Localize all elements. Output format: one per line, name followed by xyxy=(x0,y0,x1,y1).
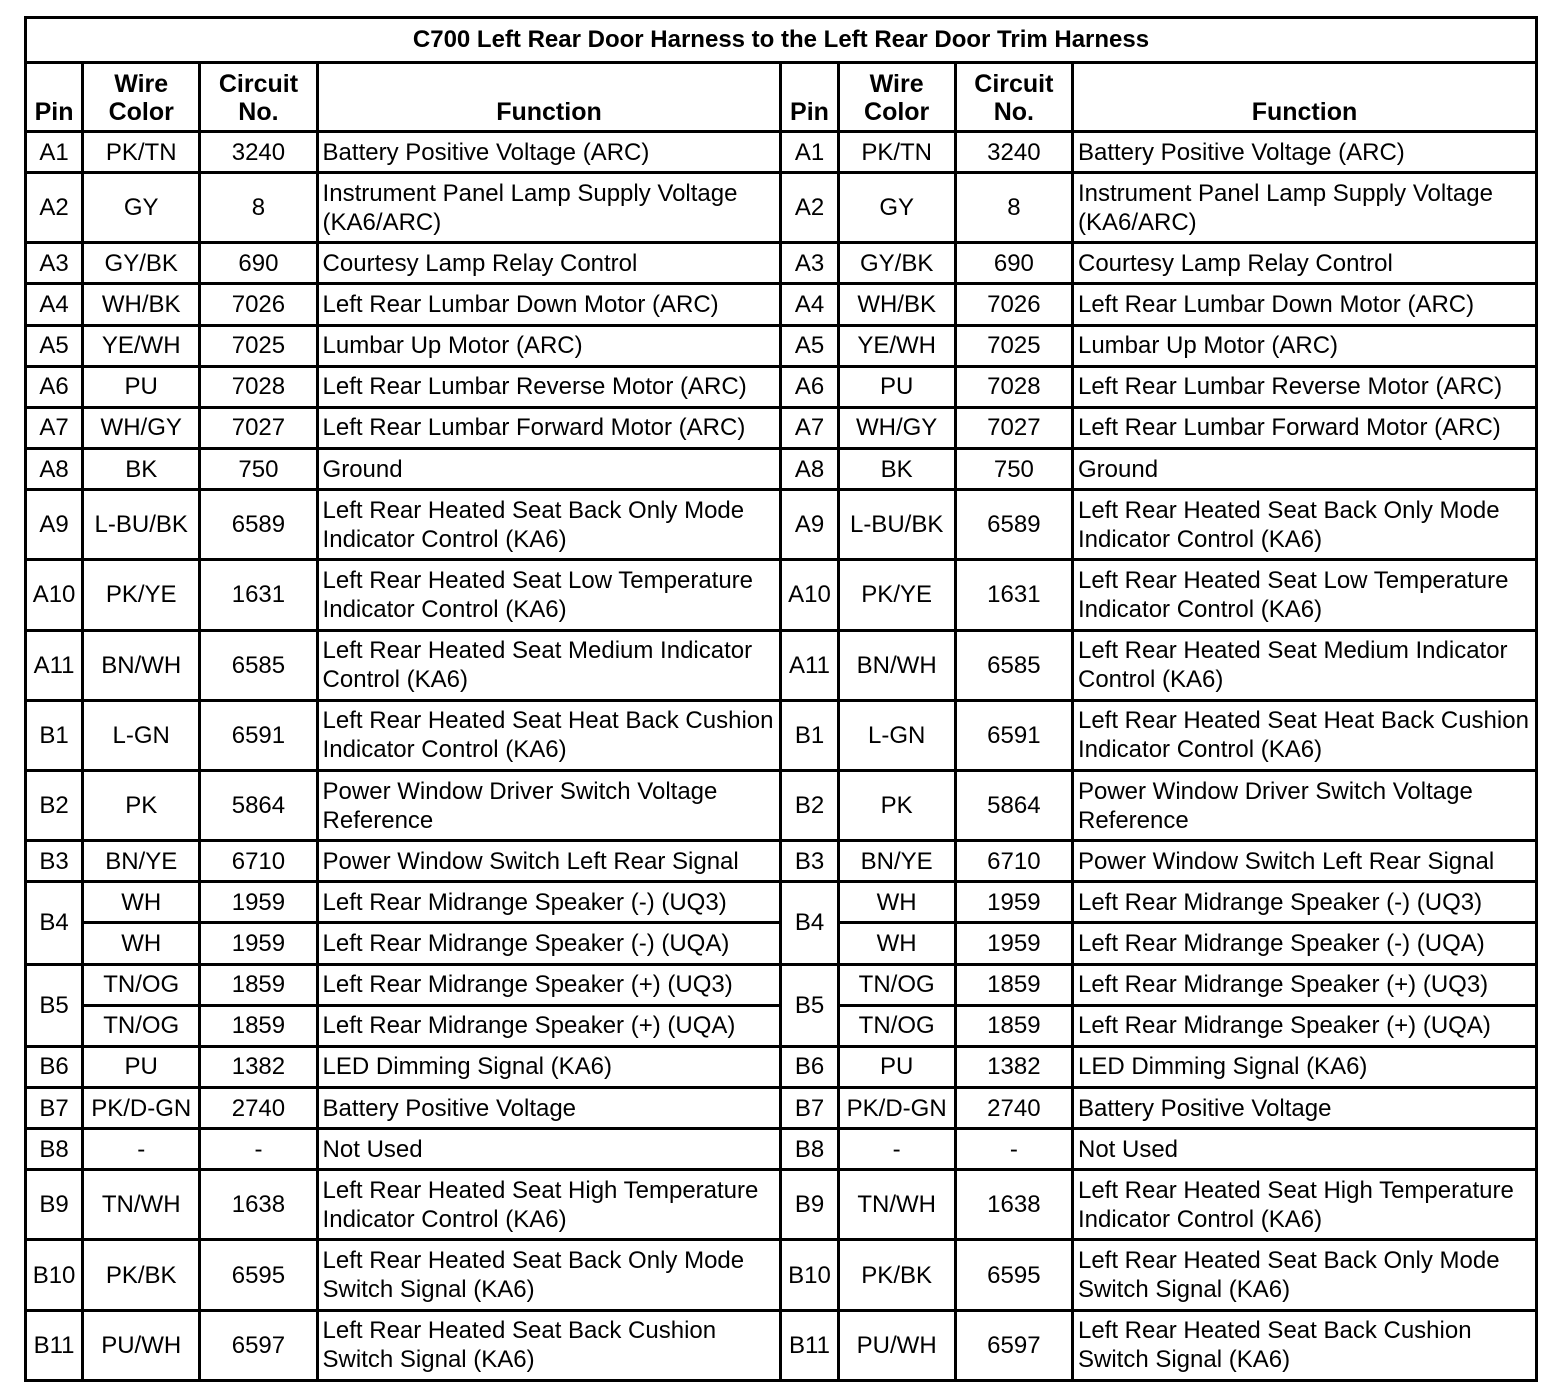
pin-cell: B8 xyxy=(781,1129,838,1170)
wire-color-cell: L-GN xyxy=(838,700,955,770)
pin-cell: B9 xyxy=(781,1170,838,1240)
table-row xyxy=(26,1170,1537,1240)
circuit-cell: 1859 xyxy=(200,1005,317,1046)
wire-color-cell: - xyxy=(83,1129,200,1170)
pin-cell: B5 xyxy=(26,964,83,1046)
wire-color-cell: BN/WH xyxy=(838,630,955,700)
function-cell: Battery Positive Voltage xyxy=(317,1087,781,1128)
wire-color-cell: PU xyxy=(83,1046,200,1087)
pin-cell: B4 xyxy=(781,882,838,964)
wire-color-cell: PU xyxy=(838,1046,955,1087)
header-pin: Pin xyxy=(781,63,838,132)
header-pin: Pin xyxy=(26,63,83,132)
circuit-cell: 750 xyxy=(955,448,1072,489)
function-cell: Not Used xyxy=(317,1129,781,1170)
circuit-cell: 1959 xyxy=(955,882,1072,923)
wire-color-cell: WH/BK xyxy=(838,284,955,325)
wire-color-cell: WH/GY xyxy=(83,407,200,448)
wire-color-cell: PK/TN xyxy=(838,132,955,173)
pin-cell: A7 xyxy=(781,407,838,448)
wire-color-cell: L-BU/BK xyxy=(83,490,200,560)
function-cell: Left Rear Heated Seat Back Cushion Switch Signal (KA6) xyxy=(317,1310,781,1380)
function-cell: Left Rear Midrange Speaker (-) (UQA) xyxy=(317,923,781,964)
circuit-cell: - xyxy=(200,1129,317,1170)
circuit-cell: 7028 xyxy=(200,366,317,407)
circuit-cell: 6597 xyxy=(200,1310,317,1380)
function-cell: Instrument Panel Lamp Supply Voltage (KA6/ARC) xyxy=(1072,173,1536,243)
wire-color-cell: BN/WH xyxy=(83,630,200,700)
circuit-cell: 6589 xyxy=(200,490,317,560)
pin-cell: B1 xyxy=(26,700,83,770)
function-cell: Left Rear Midrange Speaker (+) (UQA) xyxy=(1072,1005,1536,1046)
circuit-cell: 8 xyxy=(200,173,317,243)
table-row xyxy=(26,882,1537,923)
pin-cell: A1 xyxy=(781,132,838,173)
function-cell: Left Rear Heated Seat High Temperature Indicator Control (KA6) xyxy=(317,1170,781,1240)
pin-cell: A3 xyxy=(781,243,838,284)
table-row xyxy=(26,841,1537,882)
wire-color-cell: BN/YE xyxy=(838,841,955,882)
function-cell: Left Rear Heated Seat Heat Back Cushion Indicator Control (KA6) xyxy=(1072,700,1536,770)
wire-color-cell: PK/YE xyxy=(838,560,955,630)
wire-color-cell: - xyxy=(838,1129,955,1170)
table-row xyxy=(26,1240,1537,1310)
function-cell: Battery Positive Voltage (ARC) xyxy=(1072,132,1536,173)
function-cell: Left Rear Heated Seat Back Only Mode Indicator Control (KA6) xyxy=(317,490,781,560)
circuit-cell: 1382 xyxy=(200,1046,317,1087)
wire-color-cell: TN/OG xyxy=(83,1005,200,1046)
header-function: Function xyxy=(1072,63,1536,132)
pin-cell: B10 xyxy=(26,1240,83,1310)
circuit-cell: 1859 xyxy=(200,964,317,1005)
pin-cell: A8 xyxy=(26,448,83,489)
pin-cell: B2 xyxy=(26,770,83,840)
function-cell: Lumbar Up Motor (ARC) xyxy=(317,325,781,366)
circuit-cell: 7027 xyxy=(955,407,1072,448)
table-title: C700 Left Rear Door Harness to the Left Rear Door Trim Harness xyxy=(26,18,1537,63)
wire-color-cell: PK xyxy=(838,770,955,840)
circuit-cell: 1859 xyxy=(955,1005,1072,1046)
pin-cell: A9 xyxy=(781,490,838,560)
table-row xyxy=(26,1310,1537,1380)
circuit-cell: 6595 xyxy=(200,1240,317,1310)
table-row xyxy=(26,173,1537,243)
table-row xyxy=(26,132,1537,173)
function-cell: Left Rear Heated Seat Back Only Mode Indicator Control (KA6) xyxy=(1072,490,1536,560)
header-function: Function xyxy=(317,63,781,132)
wire-color-cell: PK/D-GN xyxy=(83,1087,200,1128)
function-cell: Instrument Panel Lamp Supply Voltage (KA6/ARC) xyxy=(317,173,781,243)
circuit-cell: 1638 xyxy=(955,1170,1072,1240)
pin-cell: B3 xyxy=(781,841,838,882)
circuit-cell: 6585 xyxy=(955,630,1072,700)
wire-color-cell: GY/BK xyxy=(838,243,955,284)
pin-cell: B9 xyxy=(26,1170,83,1240)
wire-color-cell: L-BU/BK xyxy=(838,490,955,560)
circuit-cell: 8 xyxy=(955,173,1072,243)
function-cell: Power Window Driver Switch Voltage Reference xyxy=(1072,770,1536,840)
wire-color-cell: BK xyxy=(83,448,200,489)
table-row xyxy=(26,630,1537,700)
table-row xyxy=(26,325,1537,366)
circuit-cell: - xyxy=(955,1129,1072,1170)
wire-color-cell: PK/BK xyxy=(83,1240,200,1310)
pin-cell: A9 xyxy=(26,490,83,560)
circuit-cell: 6710 xyxy=(200,841,317,882)
wire-color-cell: BN/YE xyxy=(83,841,200,882)
function-cell: LED Dimming Signal (KA6) xyxy=(317,1046,781,1087)
function-cell: Left Rear Lumbar Forward Motor (ARC) xyxy=(1072,407,1536,448)
header-wire-color: Wire Color xyxy=(83,63,200,132)
circuit-cell: 750 xyxy=(200,448,317,489)
wire-color-cell: TN/OG xyxy=(838,1005,955,1046)
wire-color-cell: WH/BK xyxy=(83,284,200,325)
table-row xyxy=(26,560,1537,630)
function-cell: Left Rear Heated Seat Medium Indicator Control (KA6) xyxy=(317,630,781,700)
wire-color-cell: PU xyxy=(838,366,955,407)
circuit-cell: 6589 xyxy=(955,490,1072,560)
circuit-cell: 6591 xyxy=(200,700,317,770)
function-cell: Left Rear Heated Seat Low Temperature Indicator Control (KA6) xyxy=(317,560,781,630)
function-cell: Left Rear Heated Seat Back Cushion Switch Signal (KA6) xyxy=(1072,1310,1536,1380)
table-row xyxy=(26,770,1537,840)
pin-cell: B8 xyxy=(26,1129,83,1170)
circuit-cell: 1638 xyxy=(200,1170,317,1240)
pin-cell: A4 xyxy=(781,284,838,325)
function-cell: Left Rear Lumbar Reverse Motor (ARC) xyxy=(1072,366,1536,407)
wire-color-cell: WH xyxy=(83,923,200,964)
wire-color-cell: PK/D-GN xyxy=(838,1087,955,1128)
table-row xyxy=(26,284,1537,325)
pin-cell: A8 xyxy=(781,448,838,489)
circuit-cell: 6585 xyxy=(200,630,317,700)
wire-color-cell: TN/WH xyxy=(838,1170,955,1240)
function-cell: Battery Positive Voltage (ARC) xyxy=(317,132,781,173)
function-cell: Left Rear Midrange Speaker (+) (UQ3) xyxy=(317,964,781,1005)
function-cell: Left Rear Midrange Speaker (-) (UQ3) xyxy=(1072,882,1536,923)
pin-cell: B11 xyxy=(26,1310,83,1380)
title-row xyxy=(26,18,1537,63)
circuit-cell: 690 xyxy=(955,243,1072,284)
circuit-cell: 6595 xyxy=(955,1240,1072,1310)
pin-cell: B7 xyxy=(26,1087,83,1128)
function-cell: Left Rear Midrange Speaker (-) (UQA) xyxy=(1072,923,1536,964)
function-cell: LED Dimming Signal (KA6) xyxy=(1072,1046,1536,1087)
circuit-cell: 7027 xyxy=(200,407,317,448)
wire-color-cell: TN/OG xyxy=(838,964,955,1005)
pin-cell: A2 xyxy=(26,173,83,243)
function-cell: Power Window Switch Left Rear Signal xyxy=(1072,841,1536,882)
circuit-cell: 7028 xyxy=(955,366,1072,407)
function-cell: Left Rear Lumbar Reverse Motor (ARC) xyxy=(317,366,781,407)
function-cell: Power Window Switch Left Rear Signal xyxy=(317,841,781,882)
wire-color-cell: PU xyxy=(83,366,200,407)
table-row xyxy=(26,366,1537,407)
circuit-cell: 7026 xyxy=(955,284,1072,325)
pin-cell: A10 xyxy=(781,560,838,630)
table-row xyxy=(26,1046,1537,1087)
pin-cell: A5 xyxy=(26,325,83,366)
circuit-cell: 5864 xyxy=(955,770,1072,840)
circuit-cell: 6591 xyxy=(955,700,1072,770)
circuit-cell: 5864 xyxy=(200,770,317,840)
table-row xyxy=(26,407,1537,448)
table-row xyxy=(26,1129,1537,1170)
function-cell: Courtesy Lamp Relay Control xyxy=(1072,243,1536,284)
circuit-cell: 1631 xyxy=(955,560,1072,630)
pin-cell: A5 xyxy=(781,325,838,366)
wire-color-cell: PU/WH xyxy=(838,1310,955,1380)
wire-color-cell: GY xyxy=(83,173,200,243)
pin-cell: B7 xyxy=(781,1087,838,1128)
pin-cell: B10 xyxy=(781,1240,838,1310)
header-circuit-no: Circuit No. xyxy=(955,63,1072,132)
pin-cell: A7 xyxy=(26,407,83,448)
function-cell: Not Used xyxy=(1072,1129,1536,1170)
pin-cell: A3 xyxy=(26,243,83,284)
pin-cell: B1 xyxy=(781,700,838,770)
function-cell: Left Rear Midrange Speaker (+) (UQA) xyxy=(317,1005,781,1046)
function-cell: Left Rear Midrange Speaker (-) (UQ3) xyxy=(317,882,781,923)
pin-cell: B5 xyxy=(781,964,838,1046)
wire-color-cell: PU/WH xyxy=(83,1310,200,1380)
function-cell: Ground xyxy=(317,448,781,489)
circuit-cell: 1959 xyxy=(955,923,1072,964)
pin-cell: B6 xyxy=(26,1046,83,1087)
wire-color-cell: WH xyxy=(838,923,955,964)
wire-color-cell: WH xyxy=(838,882,955,923)
function-cell: Left Rear Midrange Speaker (+) (UQ3) xyxy=(1072,964,1536,1005)
circuit-cell: 2740 xyxy=(955,1087,1072,1128)
circuit-cell: 1859 xyxy=(955,964,1072,1005)
header-row xyxy=(26,63,1537,132)
wire-color-cell: TN/WH xyxy=(83,1170,200,1240)
pin-cell: A2 xyxy=(781,173,838,243)
table-row xyxy=(26,964,1537,1005)
function-cell: Ground xyxy=(1072,448,1536,489)
circuit-cell: 7025 xyxy=(200,325,317,366)
function-cell: Left Rear Heated Seat Back Only Mode Switch Signal (KA6) xyxy=(317,1240,781,1310)
wire-color-cell: BK xyxy=(838,448,955,489)
circuit-cell: 7025 xyxy=(955,325,1072,366)
pin-cell: A11 xyxy=(26,630,83,700)
pin-cell: A1 xyxy=(26,132,83,173)
pin-cell: A6 xyxy=(781,366,838,407)
function-cell: Battery Positive Voltage xyxy=(1072,1087,1536,1128)
header-circuit-no: Circuit No. xyxy=(200,63,317,132)
pin-cell: A10 xyxy=(26,560,83,630)
wire-color-cell: WH xyxy=(83,882,200,923)
table-row xyxy=(26,243,1537,284)
function-cell: Left Rear Heated Seat Back Only Mode Switch Signal (KA6) xyxy=(1072,1240,1536,1310)
function-cell: Left Rear Heated Seat Heat Back Cushion Indicator Control (KA6) xyxy=(317,700,781,770)
wire-color-cell: GY/BK xyxy=(83,243,200,284)
function-cell: Left Rear Lumbar Forward Motor (ARC) xyxy=(317,407,781,448)
circuit-cell: 1631 xyxy=(200,560,317,630)
circuit-cell: 690 xyxy=(200,243,317,284)
function-cell: Left Rear Heated Seat Low Temperature Indicator Control (KA6) xyxy=(1072,560,1536,630)
pin-cell: B11 xyxy=(781,1310,838,1380)
pin-cell: A6 xyxy=(26,366,83,407)
wire-color-cell: PK/YE xyxy=(83,560,200,630)
pin-cell: B6 xyxy=(781,1046,838,1087)
wire-color-cell: WH/GY xyxy=(838,407,955,448)
circuit-cell: 1959 xyxy=(200,923,317,964)
function-cell: Courtesy Lamp Relay Control xyxy=(317,243,781,284)
table-row xyxy=(26,700,1537,770)
connector-table xyxy=(24,16,1538,1382)
pin-cell: B2 xyxy=(781,770,838,840)
function-cell: Left Rear Heated Seat High Temperature Indicator Control (KA6) xyxy=(1072,1170,1536,1240)
circuit-cell: 7026 xyxy=(200,284,317,325)
wire-color-cell: L-GN xyxy=(83,700,200,770)
pin-cell: A4 xyxy=(26,284,83,325)
wire-color-cell: GY xyxy=(838,173,955,243)
wire-color-cell: YE/WH xyxy=(83,325,200,366)
circuit-cell: 1959 xyxy=(200,882,317,923)
table-row xyxy=(26,490,1537,560)
function-cell: Lumbar Up Motor (ARC) xyxy=(1072,325,1536,366)
wire-color-cell: PK/BK xyxy=(838,1240,955,1310)
wire-color-cell: PK/TN xyxy=(83,132,200,173)
circuit-cell: 2740 xyxy=(200,1087,317,1128)
circuit-cell: 6710 xyxy=(955,841,1072,882)
circuit-cell: 1382 xyxy=(955,1046,1072,1087)
circuit-cell: 3240 xyxy=(955,132,1072,173)
pin-cell: B3 xyxy=(26,841,83,882)
function-cell: Left Rear Heated Seat Medium Indicator Control (KA6) xyxy=(1072,630,1536,700)
circuit-cell: 3240 xyxy=(200,132,317,173)
wire-color-cell: YE/WH xyxy=(838,325,955,366)
function-cell: Power Window Driver Switch Voltage Reference xyxy=(317,770,781,840)
table-row xyxy=(26,448,1537,489)
pin-cell: B4 xyxy=(26,882,83,964)
table-row xyxy=(26,1087,1537,1128)
wire-color-cell: PK xyxy=(83,770,200,840)
pin-cell: A11 xyxy=(781,630,838,700)
circuit-cell: 6597 xyxy=(955,1310,1072,1380)
wire-color-cell: TN/OG xyxy=(83,964,200,1005)
function-cell: Left Rear Lumbar Down Motor (ARC) xyxy=(1072,284,1536,325)
function-cell: Left Rear Lumbar Down Motor (ARC) xyxy=(317,284,781,325)
header-wire-color: Wire Color xyxy=(838,63,955,132)
